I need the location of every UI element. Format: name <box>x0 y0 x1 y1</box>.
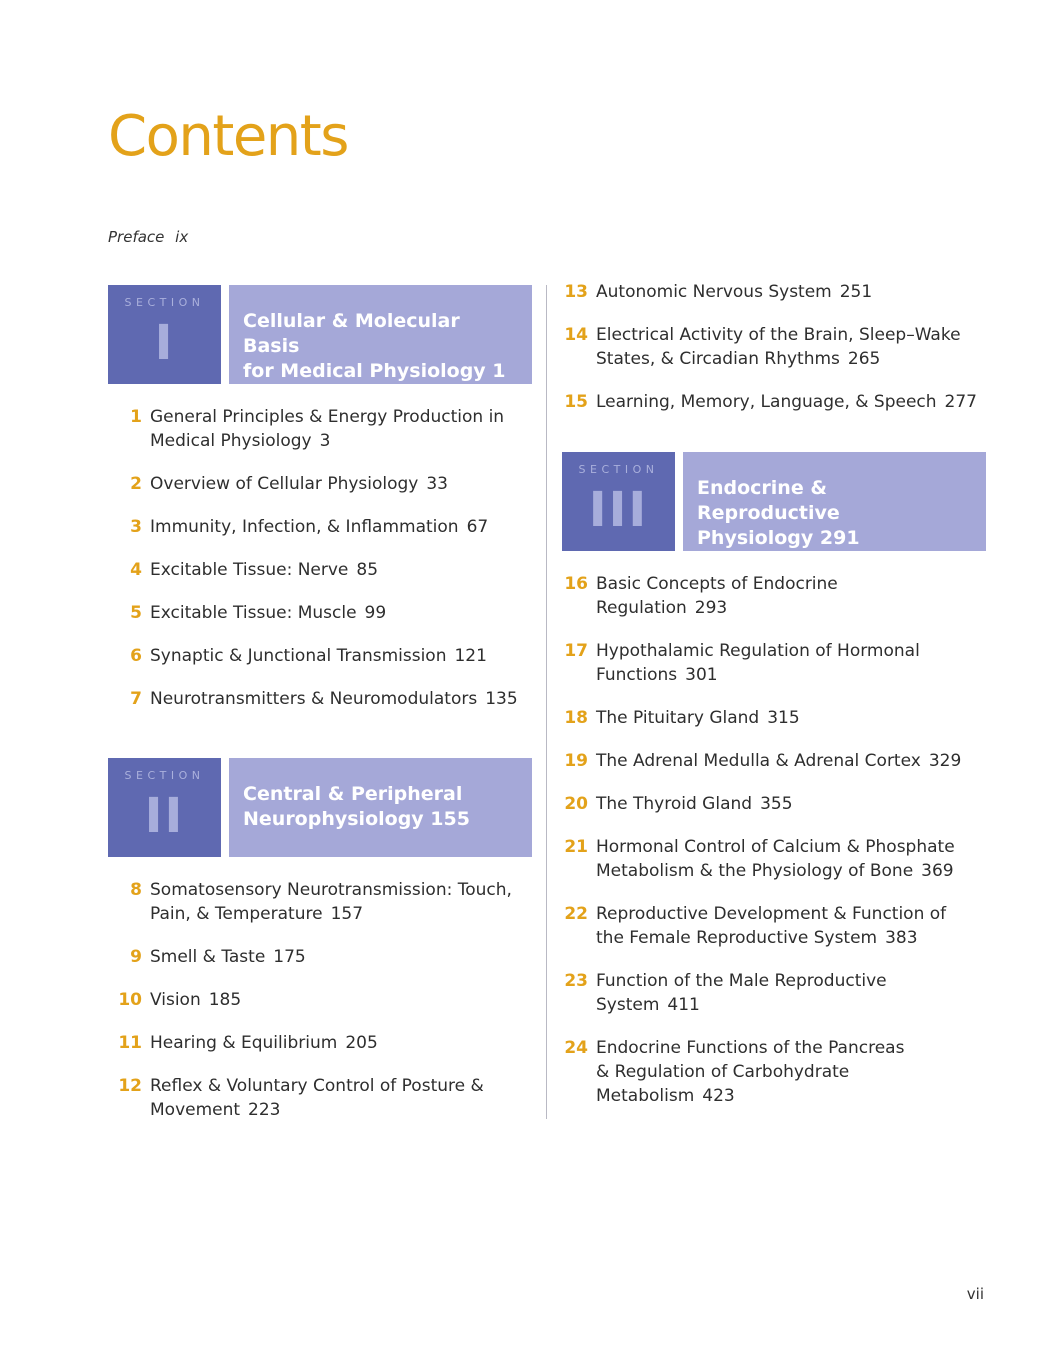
section-number-block <box>562 452 675 551</box>
section-title-line: Neurophysiology 155 <box>243 808 470 830</box>
section-header-1[interactable] <box>108 285 532 384</box>
chapter-page: 3 <box>319 431 331 451</box>
chapter-entry-13[interactable] <box>562 280 986 304</box>
chapter-page: 185 <box>208 990 242 1010</box>
chapter-entry-7[interactable] <box>108 687 532 711</box>
chapter-number: 22 <box>564 904 588 924</box>
chapter-number: 18 <box>564 708 588 728</box>
section-header-3[interactable] <box>562 452 986 551</box>
chapter-page: 355 <box>760 794 793 814</box>
chapter-page: 135 <box>485 689 518 709</box>
page-number: vii <box>966 1285 984 1303</box>
section-label: SECTION <box>578 463 659 476</box>
section-number-block <box>108 285 221 384</box>
chapter-entry-18[interactable] <box>562 706 986 730</box>
chapter-list <box>108 405 532 711</box>
chapter-number: 21 <box>564 837 588 857</box>
chapter-page: 277 <box>944 392 977 412</box>
chapter-page: 301 <box>685 665 718 685</box>
chapter-page: 423 <box>702 1086 735 1106</box>
chapter-title: Reproductive Development & Function of the Female Reproductive System 383 <box>596 904 947 948</box>
chapter-title: Learning, Memory, Language, & Speech 277 <box>596 392 977 412</box>
chapter-page: 33 <box>426 474 448 494</box>
section-title-line: Physiology 291 <box>697 527 860 549</box>
chapter-list <box>562 280 986 414</box>
section-roman-numeral: III <box>588 482 649 538</box>
chapter-entry-19[interactable] <box>562 749 986 773</box>
column-divider <box>546 285 547 1119</box>
chapter-page: 251 <box>839 282 873 302</box>
preface-entry[interactable] <box>108 228 188 246</box>
chapter-title: Excitable Tissue: Muscle 99 <box>150 603 387 623</box>
chapter-number: 20 <box>564 794 588 814</box>
chapter-number: 14 <box>564 325 588 345</box>
chapter-entry-4[interactable] <box>108 558 532 582</box>
chapter-entry-16[interactable] <box>562 572 986 620</box>
chapter-list <box>108 878 532 1122</box>
chapter-number: 7 <box>130 689 142 709</box>
chapter-entry-3[interactable] <box>108 515 532 539</box>
section-title-line: Central & Peripheral <box>243 783 463 805</box>
chapter-entry-8[interactable] <box>108 878 532 926</box>
chapter-title: General Principles & Energy Production in Medical Physiology 3 <box>150 407 505 451</box>
chapter-number: 5 <box>130 603 142 623</box>
chapter-entry-22[interactable] <box>562 902 986 950</box>
chapter-page: 315 <box>767 708 800 728</box>
preface-label: Preface <box>108 228 165 246</box>
section-title-line: Cellular & Molecular Basis <box>243 310 460 357</box>
section-label: SECTION <box>124 296 205 309</box>
chapter-page: 383 <box>885 928 918 948</box>
chapter-page: 293 <box>694 598 728 618</box>
chapter-page: 67 <box>466 517 489 537</box>
chapter-list <box>562 572 986 1108</box>
chapter-title: The Pituitary Gland 315 <box>596 708 800 728</box>
chapter-number: 15 <box>564 392 588 412</box>
chapter-number: 1 <box>130 407 142 427</box>
chapter-number: 2 <box>130 474 142 494</box>
chapter-number: 11 <box>118 1033 142 1053</box>
contents-left-column <box>108 285 532 1122</box>
chapter-entry-21[interactable] <box>562 835 986 883</box>
section-header-2[interactable] <box>108 758 532 857</box>
section-title <box>229 285 532 384</box>
chapter-entry-20[interactable] <box>562 792 986 816</box>
section-roman-numeral: I <box>154 315 175 371</box>
chapter-page: 175 <box>273 947 306 967</box>
chapter-title: Excitable Tissue: Nerve 85 <box>150 560 379 580</box>
chapter-page: 369 <box>921 861 954 881</box>
chapter-number: 17 <box>564 641 588 661</box>
section-title <box>683 452 986 551</box>
chapter-page: 329 <box>928 751 962 771</box>
chapter-title: Vision 185 <box>150 990 242 1010</box>
chapter-page: 99 <box>364 603 387 623</box>
section-title <box>229 758 532 857</box>
chapter-number: 16 <box>564 574 588 594</box>
chapter-entry-17[interactable] <box>562 639 986 687</box>
chapter-number: 6 <box>130 646 142 666</box>
chapter-page: 121 <box>454 646 487 666</box>
chapter-entry-6[interactable] <box>108 644 532 668</box>
chapter-number: 8 <box>130 880 142 900</box>
chapter-title: Hearing & Equilibrium 205 <box>150 1033 378 1053</box>
chapter-title: Hormonal Control of Calcium & Phosphate Metabolism & the Physiology of Bone 369 <box>596 837 955 881</box>
section-roman-numeral: II <box>144 788 185 844</box>
chapter-entry-11[interactable] <box>108 1031 532 1055</box>
chapter-title: Immunity, Infection, & Inflammation 67 <box>150 517 489 537</box>
chapter-title: Neurotransmitters & Neuromodulators 135 <box>150 689 518 709</box>
chapter-page: 411 <box>667 995 700 1015</box>
chapter-number: 3 <box>130 517 142 537</box>
chapter-entry-12[interactable] <box>108 1074 532 1122</box>
chapter-number: 19 <box>564 751 588 771</box>
chapter-title: Hypothalamic Regulation of Hormonal Functions 301 <box>596 641 920 685</box>
chapter-number: 10 <box>118 990 142 1010</box>
chapter-page: 223 <box>248 1100 281 1120</box>
chapter-number: 23 <box>564 971 588 991</box>
chapter-entry-2[interactable] <box>108 472 532 496</box>
section-number-block <box>108 758 221 857</box>
chapter-number: 12 <box>118 1076 142 1096</box>
chapter-title: Endocrine Functions of the Pancreas & Regulation of Carbohydrate Metabolism 423 <box>596 1038 905 1106</box>
chapter-number: 4 <box>130 560 142 580</box>
preface-page: ix <box>175 228 189 246</box>
chapter-page: 205 <box>345 1033 378 1053</box>
chapter-number: 9 <box>130 947 142 967</box>
chapter-page: 265 <box>847 349 881 369</box>
chapter-title: The Adrenal Medulla & Adrenal Cortex 329 <box>596 751 962 771</box>
chapter-entry-9[interactable] <box>108 945 532 969</box>
chapter-page: 157 <box>330 904 364 924</box>
chapter-entry-10[interactable] <box>108 988 532 1012</box>
chapter-entry-24[interactable] <box>562 1036 986 1108</box>
section-title-line: for Medical Physiology 1 <box>243 360 506 382</box>
chapter-entry-14[interactable] <box>562 323 986 371</box>
chapter-title: Basic Concepts of Endocrine Regulation 293 <box>596 574 838 618</box>
chapter-entry-1[interactable] <box>108 405 532 453</box>
contents-right-column <box>562 280 986 1108</box>
chapter-entry-15[interactable] <box>562 390 986 414</box>
chapter-title: Somatosensory Neurotransmission: Touch, Pain, & Temperature 157 <box>150 880 512 924</box>
chapter-title: Function of the Male Reproductive System 411 <box>596 971 887 1015</box>
chapter-title: Reflex & Voluntary Control of Posture & Movement 223 <box>150 1076 484 1120</box>
chapter-page: 85 <box>356 560 379 580</box>
chapter-title: Autonomic Nervous System 251 <box>596 282 873 302</box>
chapter-entry-5[interactable] <box>108 601 532 625</box>
chapter-title: Electrical Activity of the Brain, Sleep–Wake States, & Circadian Rhythms 265 <box>596 325 961 369</box>
chapter-title: The Thyroid Gland 355 <box>596 794 793 814</box>
page-title: Contents <box>108 104 348 169</box>
section-label: SECTION <box>124 769 205 782</box>
section-title-line: Endocrine & Reproductive <box>697 477 840 524</box>
chapter-number: 13 <box>564 282 588 302</box>
chapter-entry-23[interactable] <box>562 969 986 1017</box>
chapter-number: 24 <box>564 1038 588 1058</box>
chapter-title: Overview of Cellular Physiology 33 <box>150 474 448 494</box>
chapter-title: Synaptic & Junctional Transmission 121 <box>150 646 487 666</box>
chapter-title: Smell & Taste 175 <box>150 947 306 967</box>
